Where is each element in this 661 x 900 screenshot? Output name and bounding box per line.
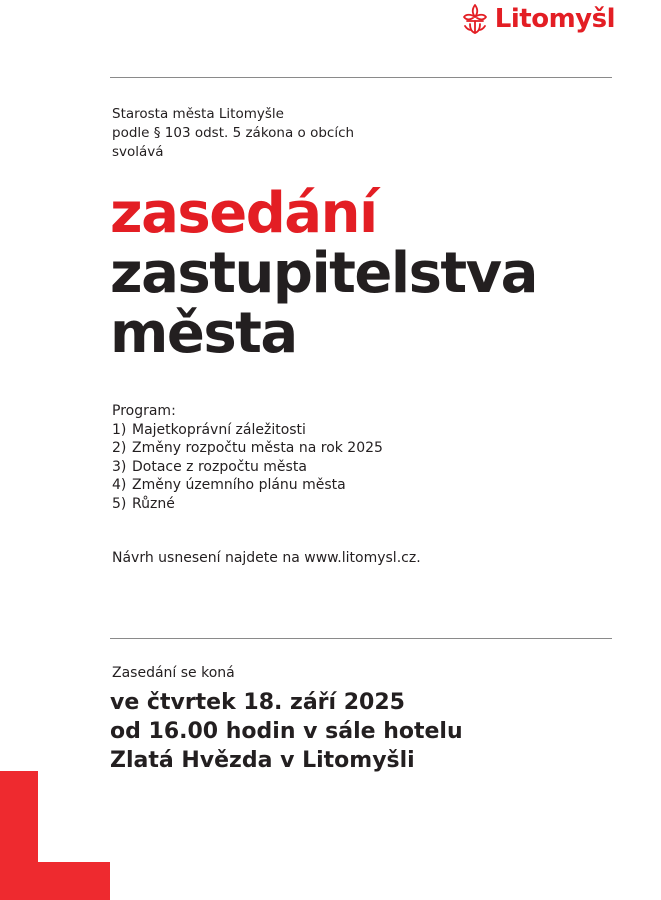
venue-line: ve čtvrtek 18. září 2025 bbox=[110, 690, 405, 715]
headline-line-3: města bbox=[110, 301, 297, 366]
headline-line-1: zasedání bbox=[110, 181, 377, 246]
item-text: Majetkoprávní záležitosti bbox=[132, 421, 306, 438]
venue-intro: Zasedání se koná bbox=[112, 665, 235, 681]
item-number: 3) bbox=[112, 458, 127, 475]
corner-l-decoration bbox=[0, 771, 110, 900]
venue-line: Zlatá Hvězda v Litomyšli bbox=[110, 748, 415, 773]
item-number: 5) bbox=[112, 495, 127, 512]
item-number: 2) bbox=[112, 440, 127, 456]
program-list bbox=[112, 402, 383, 513]
brand-logo bbox=[461, 2, 615, 36]
list-item bbox=[112, 495, 383, 514]
list-item bbox=[112, 439, 383, 458]
list-item bbox=[112, 421, 383, 440]
venue-details bbox=[110, 688, 463, 775]
brand-name: Litomyšl bbox=[494, 4, 615, 34]
venue-line: od 16.00 hodin v sále hotelu bbox=[110, 719, 463, 744]
lily-emblem-icon bbox=[461, 2, 489, 36]
list-item bbox=[112, 476, 383, 495]
item-number: 1) bbox=[112, 421, 127, 438]
intro-line: podle § 103 odst. 5 zákona o obcích bbox=[112, 125, 355, 141]
bottom-divider bbox=[110, 638, 612, 639]
headline bbox=[110, 181, 537, 366]
item-text: Změny rozpočtu města na rok 2025 bbox=[132, 440, 383, 456]
headline-line-2: zastupitelstva bbox=[110, 241, 537, 306]
intro-line: svolává bbox=[112, 144, 164, 160]
intro-text bbox=[112, 105, 354, 162]
intro-line: Starosta města Litomyšle bbox=[112, 106, 284, 122]
item-text: Změny územního plánu města bbox=[132, 477, 346, 493]
list-item bbox=[112, 458, 383, 477]
top-divider bbox=[110, 77, 612, 78]
program-label: Program: bbox=[112, 403, 176, 419]
item-text: Různé bbox=[132, 495, 175, 512]
item-number: 4) bbox=[112, 477, 127, 493]
resolution-note: Návrh usnesení najdete na www.litomysl.cz. bbox=[112, 550, 421, 566]
item-text: Dotace z rozpočtu města bbox=[132, 458, 307, 475]
